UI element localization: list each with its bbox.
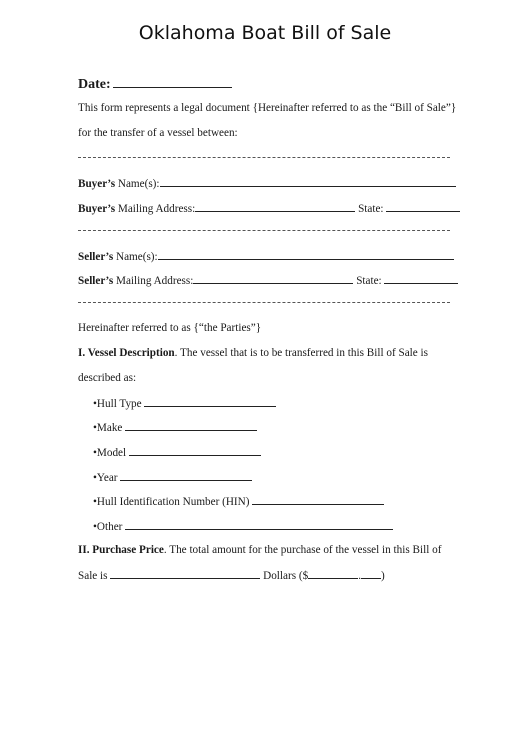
parties-text: Hereinafter referred to as {“the Parties”} [78,322,262,334]
buyer-name-field[interactable] [160,175,456,187]
sale-is-label: Sale is [78,570,108,582]
year-field[interactable] [120,469,252,481]
dollars-label: Dollars ($ [263,570,309,582]
model-label: •Model [93,447,127,459]
hull-type-row [93,395,276,411]
seller-name-label: Name(s): [116,251,158,263]
buyer-address-field[interactable] [195,200,355,212]
intro-line-1: This form represents a legal document {Hereinafter referred to as the “Bill of Sale”} [78,102,457,114]
page-title: Oklahoma Boat Bill of Sale [138,22,392,44]
make-label: •Make [93,422,123,434]
section1-text2: described as: [78,372,137,384]
seller-state-field[interactable] [384,272,458,284]
cents-field[interactable] [361,567,381,579]
hull-type-field[interactable] [144,395,276,407]
divider [78,302,450,303]
intro-line-2: for the transfer of a vessel between: [78,127,238,139]
section1-heading: I. Vessel Description [78,347,175,359]
seller-address-field[interactable] [193,272,353,284]
divider [78,230,450,231]
hull-type-label: •Hull Type [93,398,142,410]
seller-name-field[interactable] [158,248,454,260]
buyer-name-prefix: Buyer’s [78,178,116,190]
section1-text: . The vessel that is to be transferred in this Bill of Sale is [174,347,428,359]
seller-address-prefix: Seller’s [78,275,114,287]
hin-row [93,493,384,509]
close-paren: ) [380,570,385,582]
date-label: Date [78,77,106,92]
seller-address-row [78,272,458,288]
buyer-name-row [78,175,456,191]
buyer-name-label: Name(s): [117,178,160,190]
decimal-dot: . [358,570,361,582]
date-row: Date: [78,76,232,92]
seller-state-label: State: [356,275,382,287]
buyer-address-prefix: Buyer’s [78,203,116,215]
section2-heading: II. Purchase Price [78,544,164,556]
divider [78,157,450,158]
hin-label: •Hull Identification Number (HIN) [93,496,250,508]
buyer-state-field[interactable] [386,200,460,212]
buyer-address-row [78,200,460,216]
sale-price-row [78,567,385,583]
model-row [93,444,261,460]
dollars-amount-field[interactable] [308,567,358,579]
section2-text: . The total amount for the purchase of the vessel in this Bill of [163,544,442,556]
other-label: •Other [93,521,123,533]
year-label: •Year [93,472,118,484]
other-row [93,518,393,534]
date-field[interactable] [113,76,232,88]
other-field[interactable] [125,518,393,530]
model-field[interactable] [129,444,261,456]
seller-name-row [78,248,454,264]
seller-name-prefix: Seller’s [78,251,114,263]
make-row [93,419,257,435]
year-row [93,469,252,485]
dollars-words-field[interactable] [110,567,260,579]
seller-address-label: Mailing Address: [116,275,194,287]
buyer-state-label: State: [358,203,384,215]
section1-line [78,346,428,360]
buyer-address-label: Mailing Address: [117,203,196,215]
make-field[interactable] [125,419,257,431]
section2-line [78,543,441,557]
hin-field[interactable] [252,493,384,505]
